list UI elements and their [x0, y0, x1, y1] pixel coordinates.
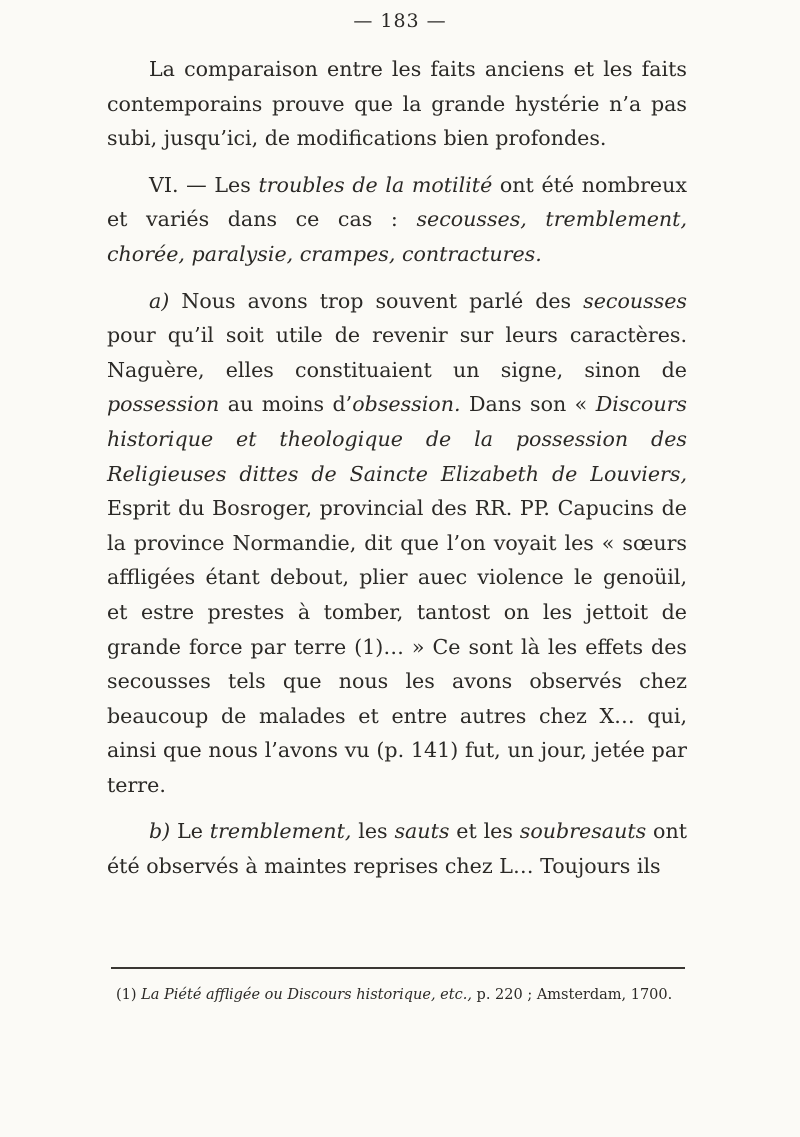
italic-term-list: secousses, tremblement, chorée, paralysie, crampes, contractures. [107, 207, 688, 266]
footnote-reference: p. 220 ; Amsterdam, 1700. [471, 987, 673, 1003]
text-run: Esprit du Bosroger, provincial des RR. PP. Capucins de la province Normandie, dit que l’on voyait les « sœurs affligées étant debout, plier auec violence le genoüil, et estre prestes à tomber, tantost on les jettoit de grande force par terre (1)… » Ce sont là les effets des secousses tels que nous les avons observés chez beaucoup de malades et entre autres chez X… qui, ainsi que nous l’avons vu (p. 141) fut, un jour, jetée par terre. [107, 496, 687, 797]
italic-term: secousses [583, 288, 687, 313]
paragraph-section-vi [107, 168, 687, 272]
section-heading-text: VI. — Les [149, 172, 259, 197]
main-text [107, 52, 687, 884]
italic-term: soubresauts [519, 819, 647, 844]
footnote-text [108, 985, 688, 1006]
text-run: Le [170, 819, 210, 844]
footnote-divider [111, 967, 685, 969]
italic-term: obsession. [352, 392, 461, 417]
italic-book-title: Discours historique et theologique de la possession des Religieuses dittes de Saincte Elizabeth de Louviers, [107, 392, 687, 486]
text-run: Nous avons trop souvent parlé des [169, 288, 584, 313]
text-run: Dans son « [460, 392, 596, 417]
text-run: pour qu’il soit utile de revenir sur leurs caractères. Naguère, elles constituaient un signe, sinon de [107, 323, 687, 382]
footnote-marker: (1) [116, 987, 142, 1003]
item-letter: b) [149, 819, 171, 844]
footnote-title: La Piété affligée ou Discours historique, etc., [141, 987, 472, 1003]
page-number: — 183 — [353, 10, 447, 32]
item-letter: a) [149, 288, 170, 313]
italic-term: sauts [394, 819, 450, 844]
paragraph-tremblement [107, 814, 687, 883]
footnote [108, 985, 688, 1006]
paragraph-comparison-text: La comparaison entre les faits anciens et les faits contemporains prouve que la grande hystérie n’a pas subi, jusqu’ici, de modifications bien profondes. [107, 57, 687, 151]
italic-term: troubles de la motilité [258, 172, 493, 197]
italic-term: possession [107, 392, 220, 417]
text-run: et les [449, 819, 520, 844]
text-run: ont été nombreux et variés dans ce cas : [107, 172, 687, 232]
paragraph-comparison [107, 52, 687, 156]
italic-term: tremblement, [209, 819, 352, 844]
text-run: ont été observés à maintes reprises chez L… Toujours ils [107, 819, 687, 879]
text-run: au moins d’ [219, 392, 353, 417]
paragraph-secousses [107, 284, 687, 803]
text-run: les [351, 819, 395, 844]
